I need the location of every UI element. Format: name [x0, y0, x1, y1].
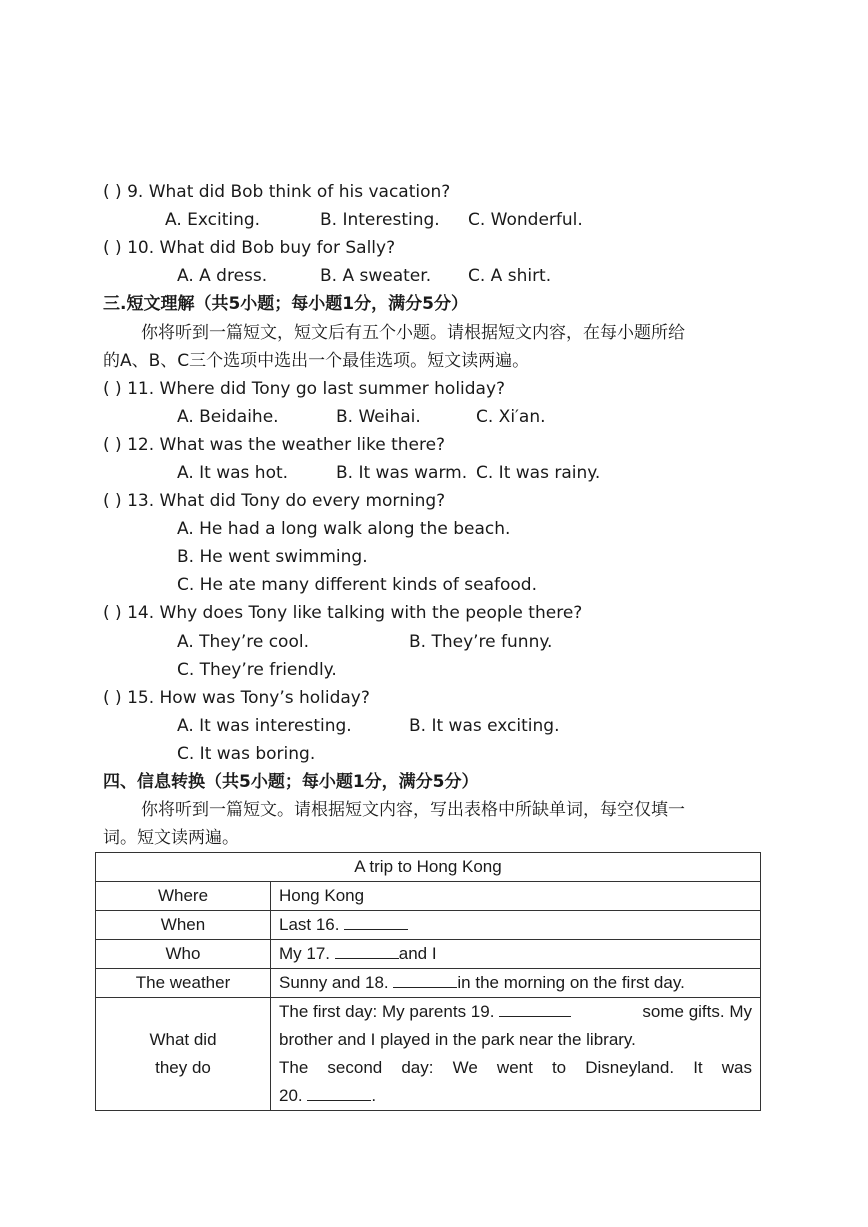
table-row [96, 969, 761, 998]
blank-18[interactable] [393, 969, 457, 988]
blank-19[interactable] [499, 998, 571, 1017]
table-row [96, 853, 761, 882]
question-12-option-a[interactable]: A. It was hot. [177, 463, 289, 483]
question-9-option-a[interactable]: A. Exciting. [165, 210, 261, 230]
table-title: A trip to Hong Kong [96, 853, 761, 882]
question-13-option-c[interactable]: C. He ate many different kinds of seafood. [177, 575, 537, 595]
when-text: Last 16. [279, 915, 340, 934]
activities-line-3: The second day: We went to Disneyland. It was [279, 1058, 752, 1077]
question-14-option-a[interactable]: A. They’re cool. [177, 632, 309, 652]
row-value-where: Hong Kong [271, 882, 761, 911]
row-value-activities [271, 998, 761, 1111]
question-14-stem: ( ) 14. Why does Tony like talking with the people there? [103, 603, 583, 623]
table-row [96, 911, 761, 940]
section-4-instruction-line-2: 词。短文读两遍。 [103, 828, 239, 848]
activities-label-line-1: What did [149, 1030, 217, 1049]
question-15-option-c[interactable]: C. It was boring. [177, 744, 316, 764]
activities-text-1b: some gifts. My [642, 1002, 752, 1021]
question-11-stem: ( ) 11. Where did Tony go last summer holiday? [103, 379, 506, 399]
row-value-when [271, 911, 761, 940]
question-9-stem: ( ) 9. What did Bob think of his vacation? [103, 182, 451, 202]
who-text-2: and I [398, 944, 437, 963]
info-table [95, 852, 761, 1111]
row-value-weather [271, 969, 761, 998]
question-10-stem: ( ) 10. What did Bob buy for Sally? [103, 238, 396, 258]
question-15-option-b[interactable]: B. It was exciting. [409, 716, 560, 736]
activities-label-line-2: they do [155, 1058, 211, 1077]
row-label-activities [96, 998, 271, 1111]
activities-line-1 [279, 998, 752, 1026]
question-11-option-c[interactable]: C. Xi′an. [476, 407, 546, 427]
section-4-heading: 四、信息转换（共5小题；每小题1分，满分5分） [103, 772, 479, 792]
question-12-option-b[interactable]: B. It was warm. [336, 463, 468, 483]
activities-text-4b: . [371, 1086, 377, 1105]
table-row [96, 940, 761, 969]
activities-line-4 [279, 1082, 752, 1110]
weather-text-1: Sunny and 18. [279, 973, 389, 992]
blank-20[interactable] [307, 1082, 371, 1101]
question-13-option-b[interactable]: B. He went swimming. [177, 547, 368, 567]
question-13-option-a[interactable]: A. He had a long walk along the beach. [177, 519, 511, 539]
question-10-option-b[interactable]: B. A sweater. [320, 266, 432, 286]
activities-text-4a: 20. [279, 1086, 303, 1105]
section-3-instruction-line-2: 的A、B、C三个选项中选出一个最佳选项。短文读两遍。 [103, 351, 530, 371]
question-9-option-c[interactable]: C. Wonderful. [468, 210, 583, 230]
section-3-heading: 三.短文理解（共5小题；每小题1分，满分5分） [103, 294, 468, 314]
question-14-option-c[interactable]: C. They’re friendly. [177, 660, 337, 680]
question-15-stem: ( ) 15. How was Tony’s holiday? [103, 688, 370, 708]
blank-17[interactable] [335, 940, 399, 959]
question-12-stem: ( ) 12. What was the weather like there? [103, 435, 446, 455]
row-label-where: Where [96, 882, 271, 911]
question-13-stem: ( ) 13. What did Tony do every morning? [103, 491, 446, 511]
table-row [96, 998, 761, 1111]
section-4-instruction-line-1: 你将听到一篇短文。请根据短文内容，写出表格中所缺单词，每空仅填一 [141, 800, 685, 820]
activities-line-2: brother and I played in the park near the library. [279, 1030, 636, 1049]
question-11-option-b[interactable]: B. Weihai. [336, 407, 421, 427]
row-label-who: Who [96, 940, 271, 969]
blank-16[interactable] [344, 911, 408, 930]
row-label-when: When [96, 911, 271, 940]
question-14-option-b[interactable]: B. They’re funny. [409, 632, 553, 652]
activities-text-1a: The first day: My parents 19. [279, 1002, 495, 1021]
section-3-instruction-line-1: 你将听到一篇短文，短文后有五个小题。请根据短文内容，在每小题所给 [141, 323, 685, 343]
row-value-who [271, 940, 761, 969]
question-15-option-a[interactable]: A. It was interesting. [177, 716, 352, 736]
weather-text-2: in the morning on the first day. [457, 973, 685, 992]
question-10-option-c[interactable]: C. A shirt. [468, 266, 552, 286]
table-row [96, 882, 761, 911]
question-9-option-b[interactable]: B. Interesting. [320, 210, 440, 230]
question-12-option-c[interactable]: C. It was rainy. [476, 463, 601, 483]
who-text-1: My 17. [279, 944, 331, 963]
question-10-option-a[interactable]: A. A dress. [177, 266, 268, 286]
row-label-weather: The weather [96, 969, 271, 998]
question-11-option-a[interactable]: A. Beidaihe. [177, 407, 279, 427]
